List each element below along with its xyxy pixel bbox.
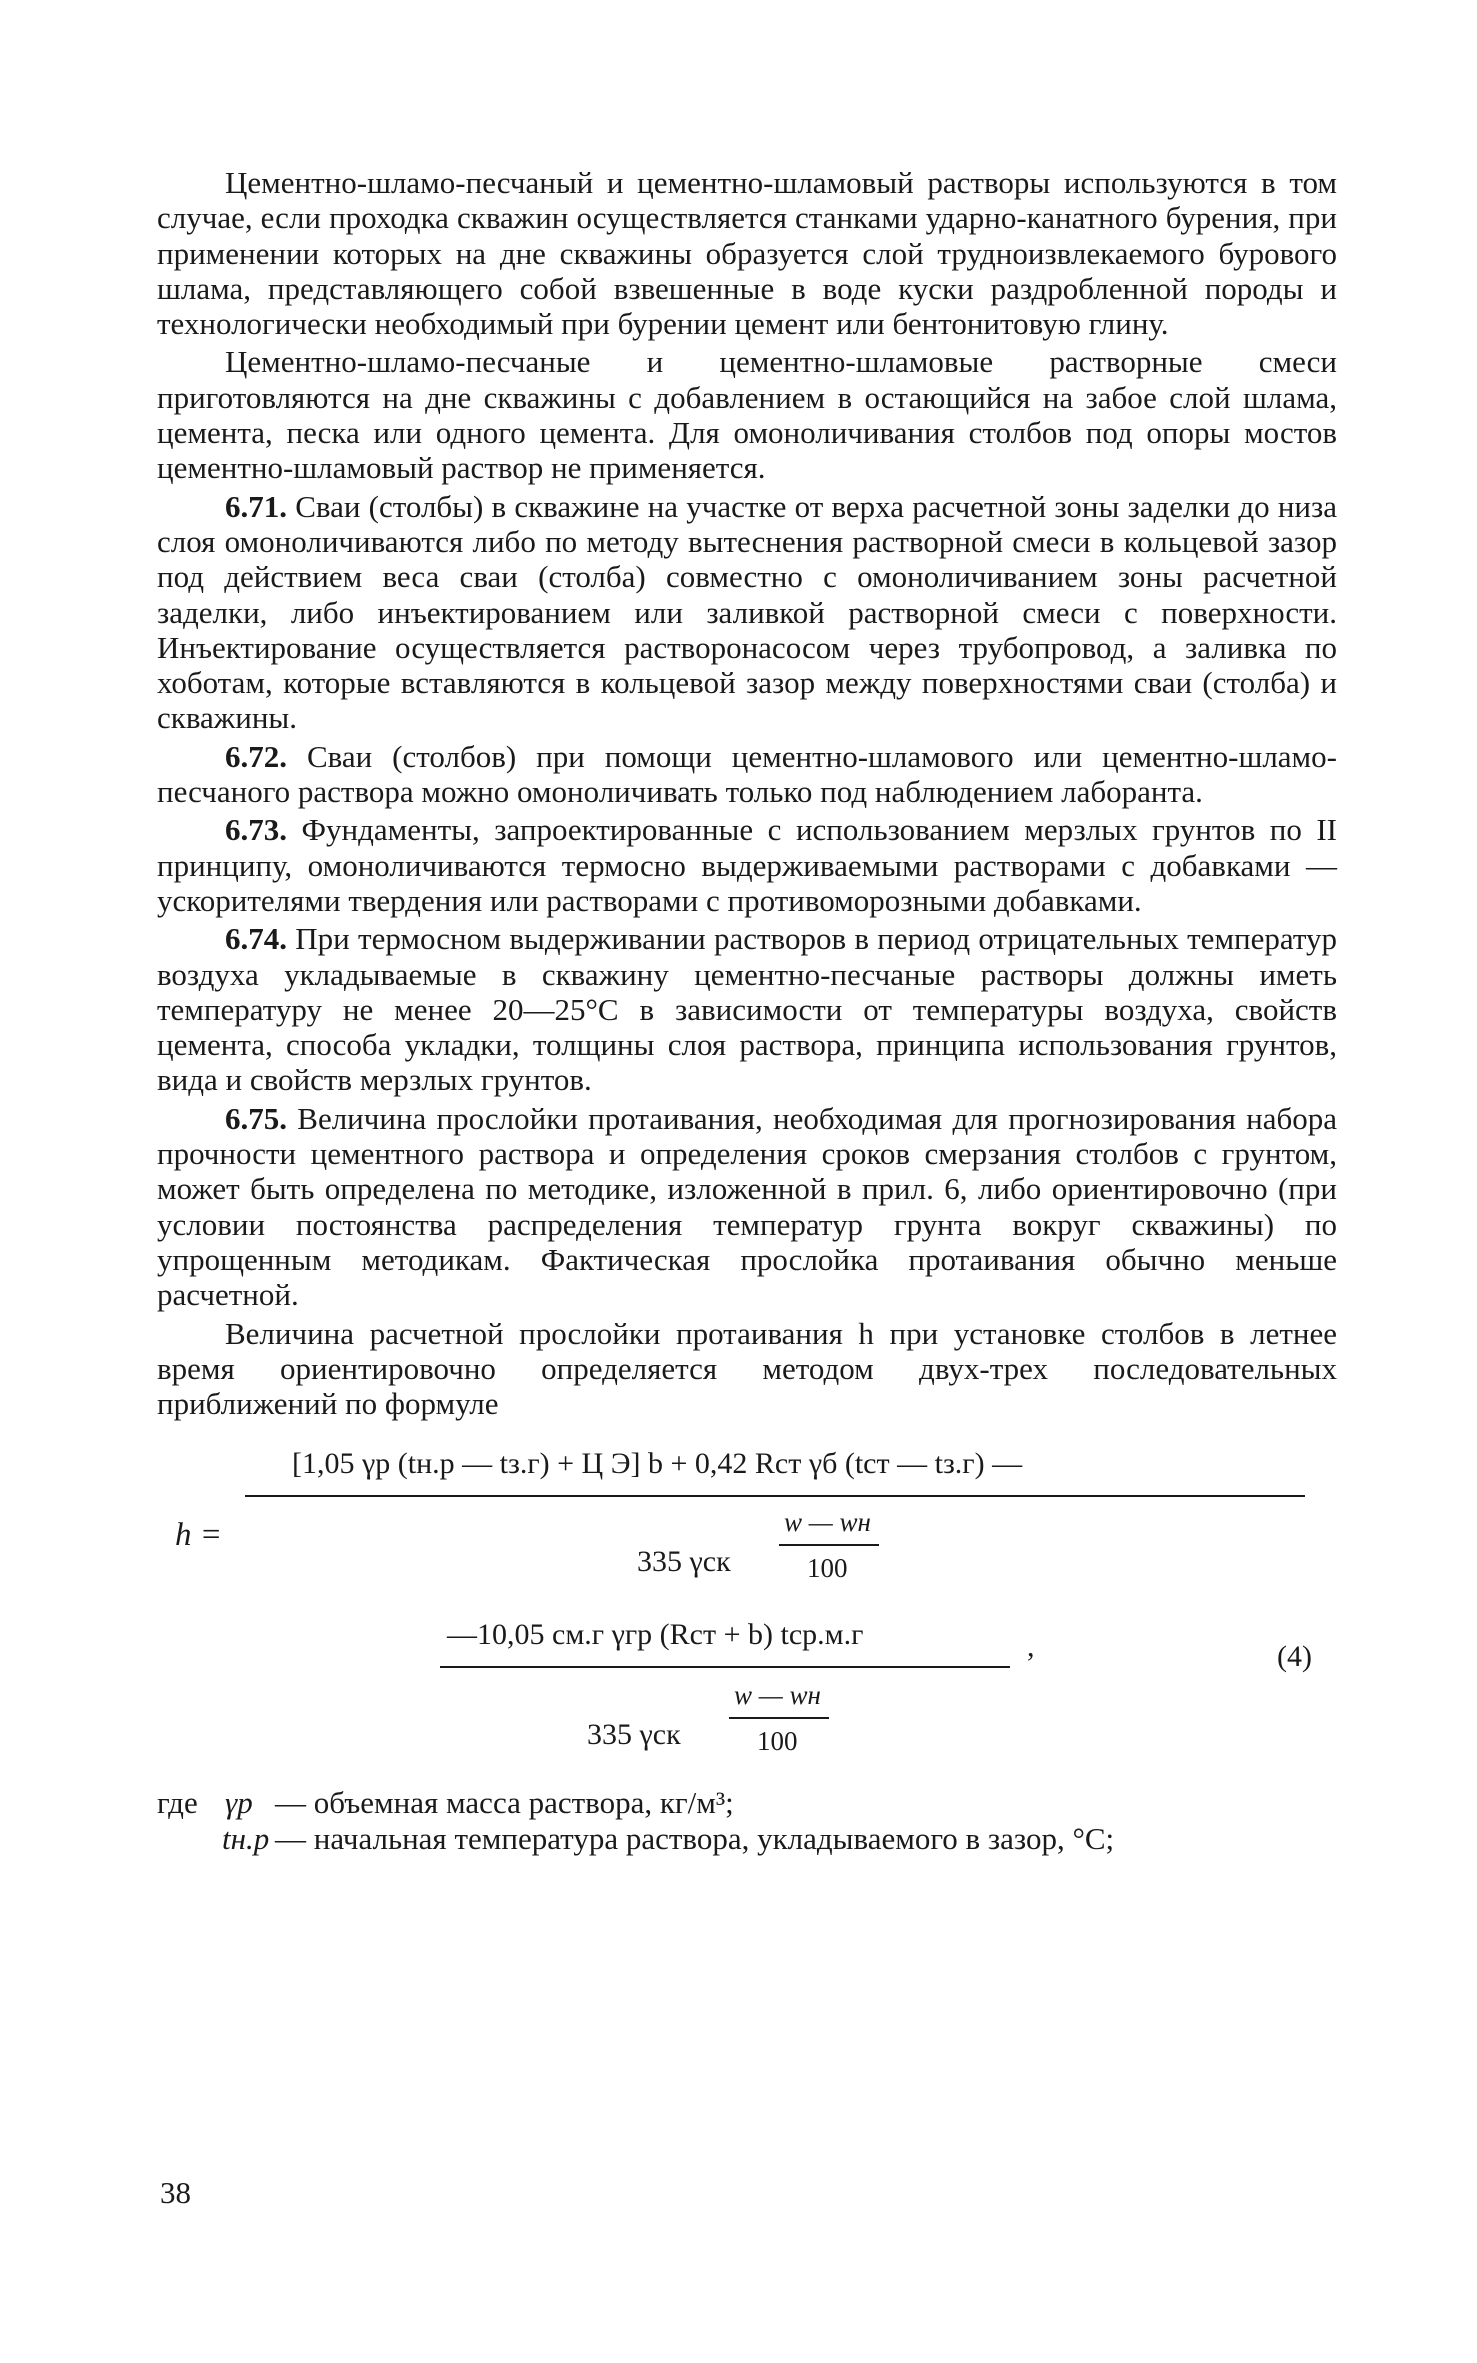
clause-number: 6.72. bbox=[225, 738, 287, 774]
paragraph-text: Цементно-шламо-песчаный и цементно-шламовый растворы используются в том случае, если проходка скважин осуществляется станками ударно-канатного бурения, при применении которых на дне скважины образуется слой трудноизвлекаемого бурового шлама, представляющего собой взвешенные в воде куски раздробленной породы и технологически необходимый при бурении цемент или бентонитовую глину. bbox=[157, 165, 1337, 342]
formula-lhs: h = bbox=[175, 1517, 223, 1554]
paragraph-text: Величина прослойки протаивания, необходимая для прогнозирования набора прочности цементного раствора и определения сроков смерзания столбов с грунтом, может быть определена по методике, изложенной в прил. 6, либо ориентировочно (при условии постоянства распределения температур грунта вокруг скважины) по упрощенным методикам. Фактическая прослойка протаивания обычно меньше расчетной. bbox=[157, 1100, 1337, 1313]
fraction-bar-second bbox=[440, 1666, 1010, 1668]
definition-symbol: tн.р bbox=[222, 1821, 270, 1857]
formula-small-denominator: 100 bbox=[757, 1726, 798, 1757]
definition-row bbox=[157, 1785, 1337, 1821]
clause-number: 6.74. bbox=[225, 921, 287, 957]
fraction-bar-main bbox=[245, 1495, 1305, 1497]
paragraph bbox=[157, 812, 1337, 918]
clause-number: 6.75. bbox=[225, 1100, 287, 1136]
paragraph-text: При термосном выдерживании растворов в период отрицательных температур воздуха укладываемые в скважину цементно-песчаные растворы должны иметь температуру не менее 20—25°С в зависимости от температуры воздуха, свойств цемента, способа укладки, толщины слоя раствора, принципа использования грунтов, вида и свойств мерзлых грунтов. bbox=[157, 921, 1338, 1098]
definition-row bbox=[157, 1821, 1337, 1893]
fraction-bar-small bbox=[729, 1717, 829, 1719]
definition-text: — начальная температура раствора, укладываемого в зазор, °С; bbox=[275, 1821, 1115, 1857]
paragraph bbox=[157, 921, 1337, 1097]
clause-number: 6.73. bbox=[225, 812, 287, 848]
definition-symbol: γр bbox=[225, 1785, 253, 1821]
paragraph bbox=[157, 1316, 1337, 1422]
definition-text: — объемная масса раствора, кг/м³; bbox=[275, 1785, 734, 1821]
formula-small-numerator: w — wн bbox=[784, 1507, 871, 1538]
equation-number: (4) bbox=[1277, 1640, 1312, 1674]
paragraph-text: Величина расчетной прослойки протаивания h при установке столбов в летнее время ориентировочно определяется методом двух-трех последовательных приближений по формуле bbox=[157, 1315, 1337, 1422]
paragraph bbox=[157, 489, 1337, 736]
definition-lead: где bbox=[157, 1785, 198, 1821]
fraction-bar-small bbox=[779, 1544, 879, 1546]
formula-numerator-2: —10,05 cм.г γгр (Rст + b) tср.м.г bbox=[447, 1618, 864, 1652]
definitions bbox=[157, 1785, 1337, 1893]
formula-comma: , bbox=[1027, 1630, 1035, 1664]
clause-number: 6.71. bbox=[225, 488, 287, 524]
page-number: 38 bbox=[160, 2175, 191, 2210]
paragraph-text: Фундаменты, запроектированные с использованием мерзлых грунтов по II принципу, омоноличиваются термосно выдерживаемыми растворами с добавками — ускорителями твердения или растворами с противоморозными добавками. bbox=[157, 812, 1337, 918]
paragraph bbox=[157, 165, 1337, 341]
paragraph bbox=[157, 739, 1337, 810]
formula-denominator-coef: 335 γск bbox=[637, 1545, 731, 1579]
formula-4 bbox=[157, 1435, 1337, 1775]
paragraph bbox=[157, 1101, 1337, 1313]
formula-small-denominator: 100 bbox=[807, 1553, 848, 1584]
paragraph-text: Цементно-шламо-песчаные и цементно-шламовые растворные смеси приготовляются на дне скважины с добавлением в остающийся на забое слой шлама, цемента, песка или одного цемента. Для омоноличивания столбов под опоры мостов цементно-шламовый раствор не применяется. bbox=[157, 344, 1337, 486]
paragraph bbox=[157, 344, 1337, 485]
page-body bbox=[157, 165, 1337, 1893]
formula-small-numerator: w — wн bbox=[734, 1680, 821, 1711]
formula-numerator-1: [1,05 γр (tн.р — tз.г) + Ц Э] b + 0,42 Rст γб (tст — tз.г) — bbox=[292, 1447, 1023, 1481]
paragraph-text: Сваи (столбы) в скважине на участке от верха расчетной зоны заделки до низа слоя омоноличиваются либо по методу вытеснения растворной смеси в кольцевой зазор под действием веса сваи (столба) совместно с омоноличиванием зоны расчетной заделки, либо инъектированием или заливкой растворной смеси с поверхности. Инъектирование осуществляется растворонасосом через трубопровод, а заливка по хоботам, которые вставляются в кольцевой зазор между поверхностями сваи (столба) и скважины. bbox=[157, 488, 1338, 736]
paragraph-text: Сваи (столбов) при помощи цементно-шламового или цементно-шламо-песчаного раствора можно омоноличивать только под наблюдением лаборанта. bbox=[157, 738, 1337, 810]
formula-denominator-coef: 335 γск bbox=[587, 1718, 681, 1752]
